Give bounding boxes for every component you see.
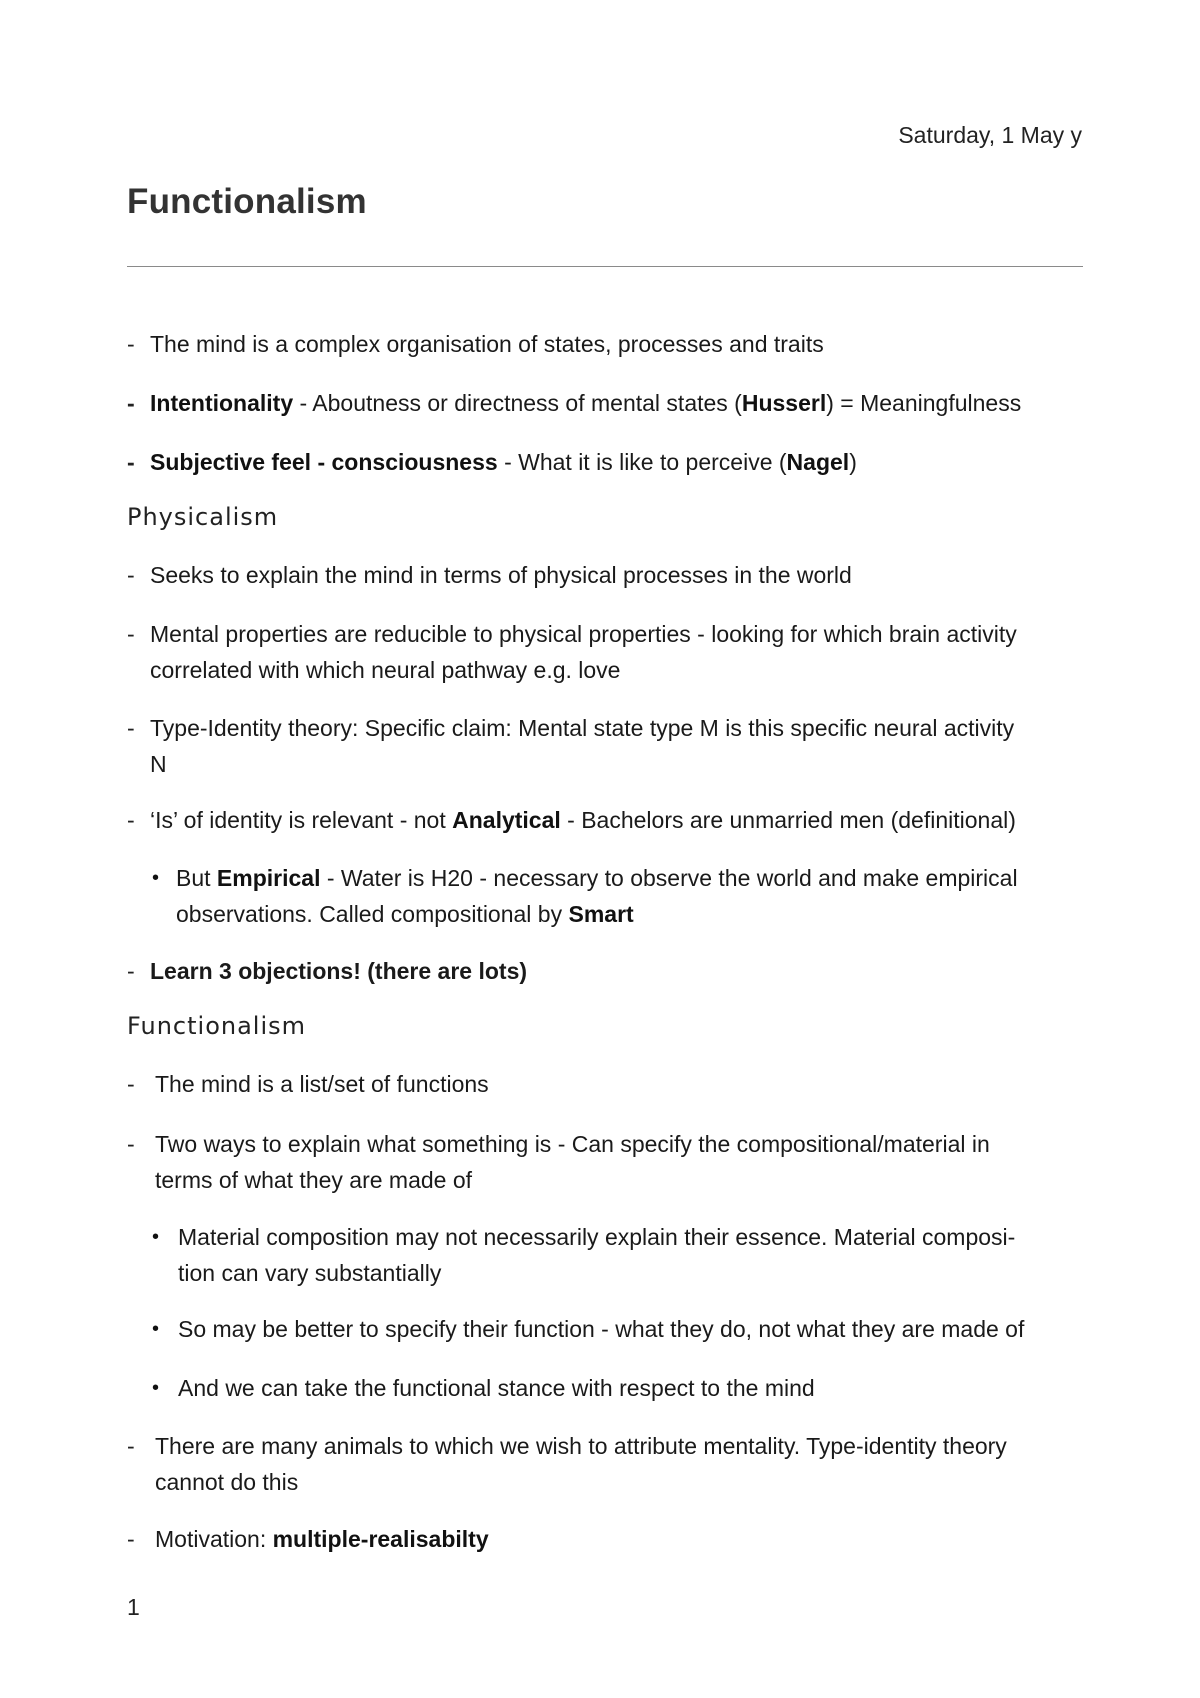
list-item: Two ways to explain what something is - Can specify the compositional/material in	[155, 1131, 990, 1157]
list-item	[150, 444, 857, 480]
term-bold: Analytical	[452, 807, 561, 833]
term-bold: Subjective feel - consciousness	[150, 449, 498, 475]
list-item-continuation: correlated with which neural pathway e.g. love	[150, 657, 621, 683]
list-item: Mental properties are reducible to physical properties - looking for which brain activity	[150, 621, 1017, 647]
page-number: 1	[127, 1594, 140, 1620]
bullet-marker: •	[152, 1377, 160, 1399]
bullet-marker: •	[152, 867, 160, 889]
dash-marker: -	[127, 621, 135, 647]
sub-list-item-continuation: tion can vary substantially	[178, 1260, 442, 1286]
sub-list-item: So may be better to specify their function - what they do, not what they are made of	[178, 1316, 1025, 1342]
list-item-continuation: cannot do this	[155, 1469, 299, 1495]
list-item-text: - What it is like to perceive (	[497, 449, 787, 475]
sub-list-item	[176, 860, 1018, 896]
dash-marker: -	[127, 1131, 135, 1157]
section-heading-functionalism: Functionalism	[127, 1012, 307, 1040]
list-item-continuation: N	[150, 751, 167, 777]
name-bold: Nagel	[786, 449, 850, 475]
list-item: Type-Identity theory: Specific claim: Mental state type M is this specific neural activity	[150, 715, 1015, 741]
list-item-text: - Bachelors are unmarried men (definitional)	[560, 807, 1016, 833]
bullet-marker: •	[152, 1226, 160, 1248]
dash-marker: -	[127, 562, 135, 588]
sub-list-item-continuation	[176, 896, 634, 932]
list-item-text: observations. Called compositional by	[176, 901, 569, 927]
list-item-text: Motivation:	[155, 1526, 273, 1552]
list-item-text: ‘Is’ of identity is relevant - not	[150, 807, 453, 833]
list-item-text: But	[176, 865, 217, 891]
dash-marker: -	[127, 390, 135, 416]
sub-list-item: Material composition may not necessarily explain their essence. Material composi-	[178, 1224, 1016, 1250]
name-bold: Smart	[568, 901, 634, 927]
dash-marker: -	[127, 449, 135, 475]
list-item: Learn 3 objections! (there are lots)	[150, 958, 528, 984]
term-bold: Empirical	[216, 865, 321, 891]
list-item-text: - Water is H20 - necessary to observe the world and make empirical	[320, 865, 1018, 891]
dash-marker: -	[127, 1526, 135, 1552]
list-item	[150, 385, 1021, 421]
title-divider	[127, 266, 1083, 267]
page-title: Functionalism	[127, 182, 367, 221]
list-item-continuation: terms of what they are made of	[155, 1167, 473, 1193]
bullet-marker: •	[152, 1318, 160, 1340]
list-item: Seeks to explain the mind in terms of physical processes in the world	[150, 562, 852, 588]
term-bold: multiple-realisabilty	[272, 1526, 489, 1552]
list-item	[150, 802, 1016, 838]
dash-marker: -	[127, 331, 135, 357]
list-item-text: )	[849, 449, 857, 475]
list-item-text: ) = Meaningfulness	[826, 390, 1022, 416]
list-item-text: - Aboutness or directness of mental states (	[293, 390, 742, 416]
date-label: Saturday, 1 May y	[898, 122, 1082, 148]
dash-marker: -	[127, 1433, 135, 1459]
term-bold: Intentionality	[150, 390, 294, 416]
section-heading-physicalism: Physicalism	[127, 503, 279, 531]
dash-marker: -	[127, 1071, 135, 1097]
dash-marker: -	[127, 807, 135, 833]
dash-marker: -	[127, 958, 135, 984]
sub-list-item: And we can take the functional stance with respect to the mind	[178, 1375, 815, 1401]
name-bold: Husserl	[741, 390, 827, 416]
list-item: There are many animals to which we wish to attribute mentality. Type-identity theory	[155, 1433, 1007, 1459]
list-item: The mind is a complex organisation of states, processes and traits	[150, 331, 824, 357]
list-item	[155, 1521, 489, 1557]
list-item: The mind is a list/set of functions	[155, 1071, 489, 1097]
dash-marker: -	[127, 715, 135, 741]
